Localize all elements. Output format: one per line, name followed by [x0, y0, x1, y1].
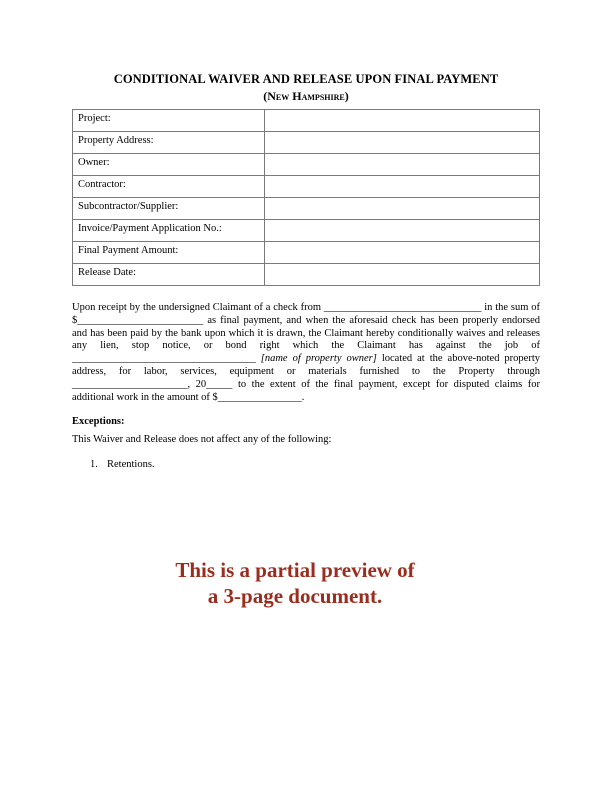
field-value[interactable]	[265, 110, 540, 132]
field-label: Final Payment Amount:	[73, 242, 265, 264]
field-label: Owner:	[73, 154, 265, 176]
preview-line-2: a 3-page document.	[207, 584, 383, 608]
field-label: Release Date:	[73, 264, 265, 286]
field-row	[73, 242, 540, 264]
document-title: CONDITIONAL WAIVER AND RELEASE UPON FINAL PAYMENT	[113, 72, 499, 86]
field-value[interactable]	[265, 176, 540, 198]
exception-text: Retentions.	[107, 459, 155, 470]
owner-name-hint: [name of property owner]	[260, 353, 377, 365]
field-row	[73, 110, 540, 132]
field-label: Invoice/Payment Application No.:	[73, 220, 265, 242]
exceptions-heading: Exceptions:	[72, 416, 125, 427]
field-label: Subcontractor/Supplier:	[73, 198, 265, 220]
field-row	[73, 176, 540, 198]
field-row	[73, 132, 540, 154]
field-value[interactable]	[265, 132, 540, 154]
project-info-table	[72, 109, 540, 286]
field-label: Contractor:	[73, 176, 265, 198]
field-value[interactable]	[265, 264, 540, 286]
waiver-text-part1: Upon receipt by the undersigned Claimant of a check from ______________________________ in the sum of $________________________ as final payment, and when the aforesaid check has been properly endorsed and has been paid by the bank upon which it is drawn, the Claimant hereby conditionally waives and releases any lien, stop notice, or bond right which the Claimant has against the job of ___________________________________	[72, 302, 540, 365]
exception-item	[90, 459, 155, 470]
field-label: Property Address:	[73, 132, 265, 154]
field-row	[73, 220, 540, 242]
exception-number: 1.	[90, 459, 98, 470]
waiver-text-part2: located at the above-noted property address, for labor, services, equipment or materials furnished to the Property through ______________________, 20_____ to the extent of the final payment, except for disputed claims for additional work in the amount of $________________.	[72, 353, 541, 403]
field-row	[73, 198, 540, 220]
field-value[interactable]	[265, 154, 540, 176]
field-value[interactable]	[265, 198, 540, 220]
field-row	[73, 264, 540, 286]
document-subtitle: (New Hampshire)	[263, 89, 349, 103]
waiver-paragraph	[72, 302, 540, 404]
preview-line-1: This is a partial preview of	[175, 558, 415, 582]
exceptions-intro: This Waiver and Release does not affect any of the following:	[72, 434, 332, 445]
field-value[interactable]	[265, 220, 540, 242]
field-value[interactable]	[265, 242, 540, 264]
field-row	[73, 154, 540, 176]
partial-preview-notice	[0, 557, 590, 609]
field-label: Project:	[73, 110, 265, 132]
